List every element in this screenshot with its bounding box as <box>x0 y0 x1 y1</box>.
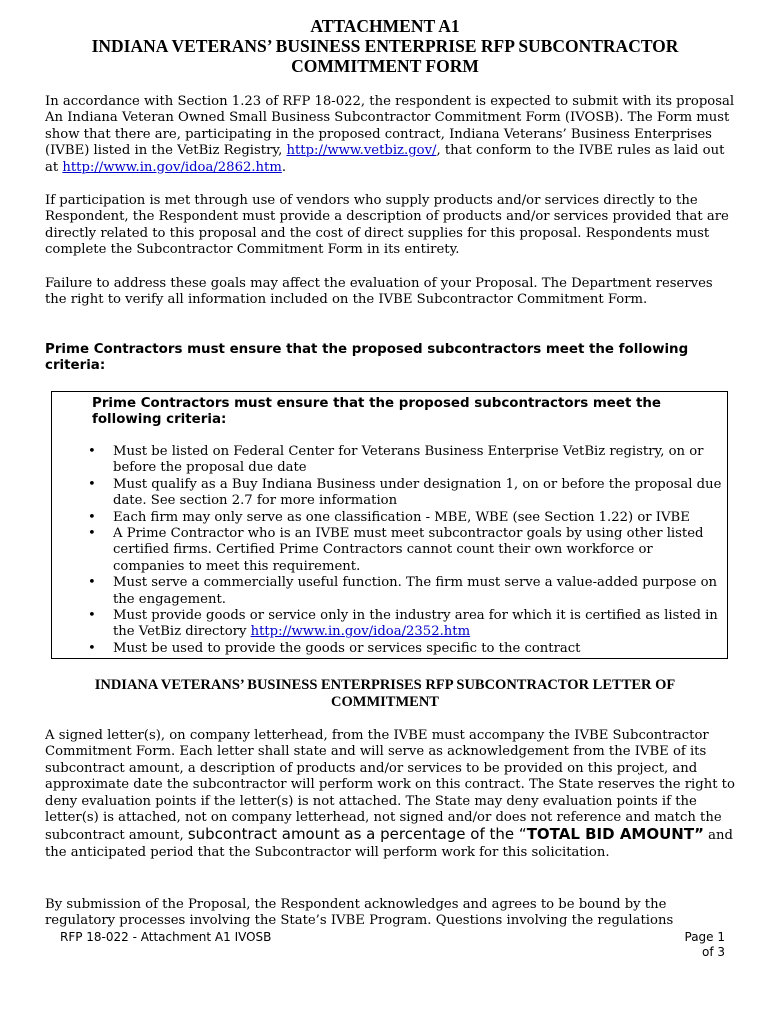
criteria-item-text: Must serve a commercially useful function. The firm must serve a value-added purpose on the engagement. <box>113 575 718 607</box>
criteria-item <box>52 444 727 477</box>
bullet-icon: • <box>88 444 96 459</box>
criteria-item <box>52 510 727 526</box>
bullet-icon: • <box>88 526 96 542</box>
footer-page-number: Page 1 <box>684 930 725 944</box>
criteria-item-text: Must qualify as a Buy Indiana Business under designation 1, on or before the proposal due date. See section 2.7 for more information <box>113 476 722 509</box>
criteria-item <box>52 608 727 641</box>
criteria-item-text: A Prime Contractor who is an IVBE must meet subcontractor goals by using other listed certified firms. Certified Prime Contractors cannot count their own workforce or companies to meet this requirement. <box>113 526 704 574</box>
letter-text-emphasis: subcontract amount as a percentage of the “ <box>187 825 527 844</box>
vetbiz-directory-link[interactable]: http://www.in.gov/idoa/2352.htm <box>250 624 471 640</box>
form-title-line-1: INDIANA VETERANS’ BUSINESS ENTERPRISE RFP SUBCONTRACTOR <box>91 36 679 56</box>
criteria-list <box>52 444 727 657</box>
criteria-item <box>52 477 727 510</box>
intro-text-1: In accordance with Section 1.23 of RFP 18-022, the respondent is expected to submit with its proposal An Indiana Veteran Owned Small Business Subcontractor Commitment Form (IVOSB). The Form must show that there are, participating in the proposed contract, Indiana Veterans’ Business Enterprises (IVBE) listed in the VetBiz Registry, <box>45 94 735 159</box>
criteria-heading: Prime Contractors must ensure that the proposed subcontractors meet the following criteria: <box>45 342 689 374</box>
bullet-icon: • <box>88 640 96 656</box>
criteria-box <box>51 391 728 659</box>
criteria-item-text: Must be used to provide the goods or services specific to the contract <box>113 640 581 656</box>
criteria-item-text: Must be listed on Federal Center for Veterans Business Enterprise VetBiz registry, on or before the proposal due date <box>113 444 704 476</box>
bullet-icon: • <box>88 509 96 525</box>
letter-text-1: A signed letter(s), on company letterhead, from the IVBE must accompany the IVBE Subcontractor Commitment Form. Each letter shall state and will serve as acknowledgement from the IVBE of its subcontract amount, a description of products and/or services to be provided on this project, and approximate date the subcontractor will perform work on this contract. The State reserves the right to deny evaluation points if the letter(s) is not attached. The State may deny evaluation points if the letter(s) is attached, not on company letterhead, not signed and/or does not reference and match the subcontract amount, <box>45 728 735 844</box>
intro-paragraph <box>45 94 735 176</box>
footer-document-id: RFP 18-022 - Attachment A1 IVOSB <box>60 930 272 944</box>
vetbiz-link[interactable]: http://www.vetbiz.gov/ <box>286 143 437 159</box>
bullet-icon: • <box>88 476 96 492</box>
total-bid-amount: TOTAL BID AMOUNT” <box>526 825 704 844</box>
letter-section-title: INDIANA VETERANS’ BUSINESS ENTERPRISES RFP SUBCONTRACTOR LETTER OF COMMITMENT <box>94 677 676 710</box>
bullet-icon: • <box>88 575 96 591</box>
letter-paragraph <box>45 728 735 861</box>
criteria-item-text: Each firm may only serve as one classification - MBE, WBE (see Section 1.22) or IVBE <box>113 509 690 525</box>
form-title-line-2: COMMITMENT FORM <box>291 56 479 76</box>
vendors-paragraph: If participation is met through use of vendors who supply products and/or services directly to the Respondent, the Respondent must provide a description of products and/or services provided that are directly related to this proposal and the cost of direct supplies for this proposal. Respondents must complete the Subcontractor Commitment Form in its entirety. <box>45 193 729 258</box>
criteria-item <box>52 575 727 608</box>
ivbe-rules-link[interactable]: http://www.in.gov/idoa/2862.htm <box>62 159 282 175</box>
criteria-item <box>52 526 727 575</box>
footer-page-total: of 3 <box>701 945 725 959</box>
criteria-item <box>52 641 727 657</box>
submission-paragraph: By submission of the Proposal, the Respondent acknowledges and agrees to be bound by the regulatory processes involving the State’s IVBE Program. Questions involving the regulations <box>45 897 674 929</box>
letter-text-2: and the anticipated period that the Subcontractor will perform work for this solicitation. <box>45 828 733 860</box>
attachment-label: ATTACHMENT A1 <box>310 16 460 36</box>
criteria-item-text: Must provide goods or service only in the industry area for which it is certified as listed in the VetBiz directory <box>113 608 718 640</box>
intro-text-3: . <box>281 159 287 175</box>
intro-text-2: , that conform to the IVBE rules as laid out at <box>45 143 725 175</box>
bullet-icon: • <box>88 608 96 624</box>
failure-paragraph: Failure to address these goals may affect the evaluation of your Proposal. The Department reserves the right to verify all information included on the IVBE Subcontractor Commitment Form. <box>45 276 713 308</box>
criteria-box-heading: Prime Contractors must ensure that the proposed subcontractors meet the following criteria: <box>92 396 662 428</box>
